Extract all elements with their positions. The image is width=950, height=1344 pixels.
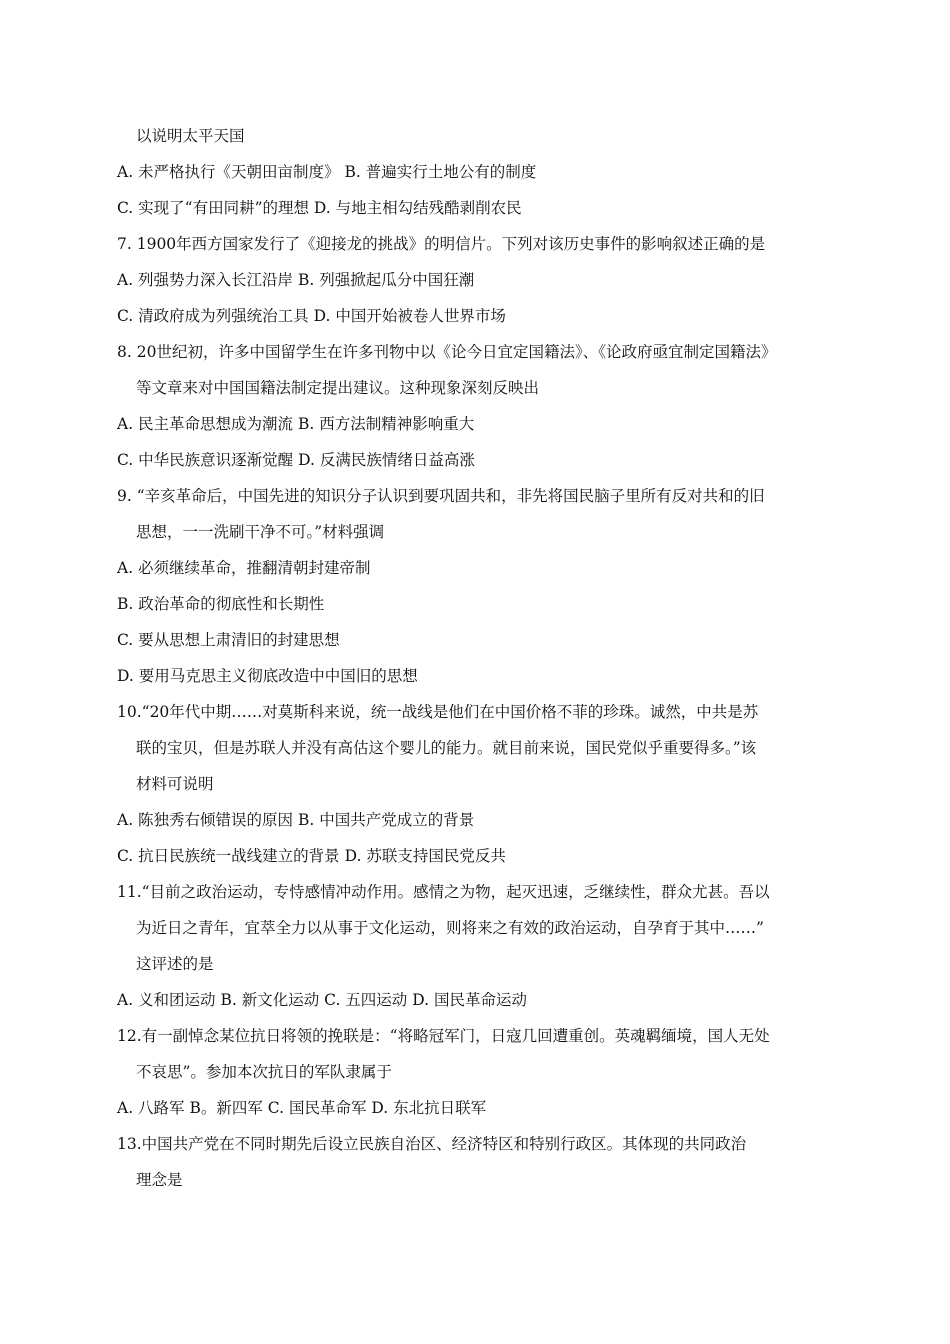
question-10-stem: 10.“20年代中期……对莫斯科来说，统一战线是他们在中国价格不菲的珍珠。诚然，中共是苏 — [117, 703, 759, 721]
question-7-options-cd: C. 清政府成为列强统治工具 D. 中国开始被卷人世界市场 — [117, 307, 506, 325]
question-7-options-ab: A. 列强势力深入长江沿岸 B. 列强掀起瓜分中国狂潮 — [117, 271, 475, 289]
question-9-option-c: C. 要从思想上肃清旧的封建思想 — [117, 631, 340, 649]
question-7-stem: 7. 1900年西方国家发行了《迎接龙的挑战》的明信片。下列对该历史事件的影响叙述正确的是 — [117, 235, 766, 253]
question-10-stem-cont2: 材料可说明 — [136, 775, 214, 793]
question-10-options-cd: C. 抗日民族统一战线建立的背景 D. 苏联支持国民党反共 — [117, 847, 506, 865]
question-12-options: A. 八路军 B。新四军 C. 国民革命军 D. 东北抗日联军 — [117, 1099, 487, 1117]
question-9-option-a: A. 必须继续革命，推翻清朝封建帝制 — [117, 559, 371, 577]
question-11-options: A. 义和团运动 B. 新文化运动 C. 五四运动 D. 国民革命运动 — [117, 991, 527, 1009]
question-8-stem: 8. 20世纪初，许多中国留学生在许多刊物中以《论今日宜定国籍法》、《论政府亟宜制定国籍法》 — [117, 343, 777, 361]
question-13-stem-cont: 理念是 — [136, 1171, 183, 1189]
question-9-stem: 9. “辛亥革命后，中国先进的知识分子认识到要巩固共和，非先将国民脑子里所有反对共和的旧 — [117, 487, 765, 505]
question-9-stem-cont: 思想，一一洗刷干净不可。”材料强调 — [136, 523, 385, 541]
question-9-option-b: B. 政治革命的彻底性和长期性 — [117, 595, 325, 613]
question-8-options-cd: C. 中华民族意识逐渐觉醒 D. 反满民族情绪日益高涨 — [117, 451, 475, 469]
question-10-stem-cont: 联的宝贝，但是苏联人并没有高估这个婴儿的能力。就目前来说，国民党似乎重要得多。”该 — [136, 739, 757, 757]
question-13-stem: 13.中国共产党在不同时期先后设立民族自治区、经济特区和特别行政区。其体现的共同政治 — [117, 1135, 747, 1153]
question-12-stem-cont: 不哀思”。参加本次抗日的军队隶属于 — [136, 1063, 392, 1081]
question-6-options-ab: A. 未严格执行《天朝田亩制度》 B. 普遍实行土地公有的制度 — [117, 163, 537, 181]
question-12-stem: 12.有一副悼念某位抗日将领的挽联是：“将略冠军门，日寇几回遭重创。英魂羁缅境，国人无处 — [117, 1027, 770, 1045]
question-9-option-d: D. 要用马克思主义彻底改造中中国旧的思想 — [117, 667, 418, 685]
question-11-stem: 11.“目前之政治运动，专恃感情冲动作用。感情之为物，起灭迅速，乏继续性，群众尤甚。吾以 — [117, 883, 770, 901]
question-8-options-ab: A. 民主革命思想成为潮流 B. 西方法制精神影响重大 — [117, 415, 475, 433]
question-8-stem-cont: 等文章来对中国国籍法制定提出建议。这种现象深刻反映出 — [136, 379, 540, 397]
question-11-stem-cont2: 这评述的是 — [136, 955, 214, 973]
question-10-options-ab: A. 陈独秀右倾错误的原因 B. 中国共产党成立的背景 — [117, 811, 475, 829]
question-11-stem-cont: 为近日之青年，宜萃全力以从事于文化运动，则将来之有效的政治运动，自孕育于其中……” — [136, 919, 764, 937]
question-6-continuation: 以说明太平天国 — [136, 127, 245, 145]
question-6-options-cd: C. 实现了“有田同耕”的理想 D. 与地主相勾结残酷剥削农民 — [117, 199, 522, 217]
